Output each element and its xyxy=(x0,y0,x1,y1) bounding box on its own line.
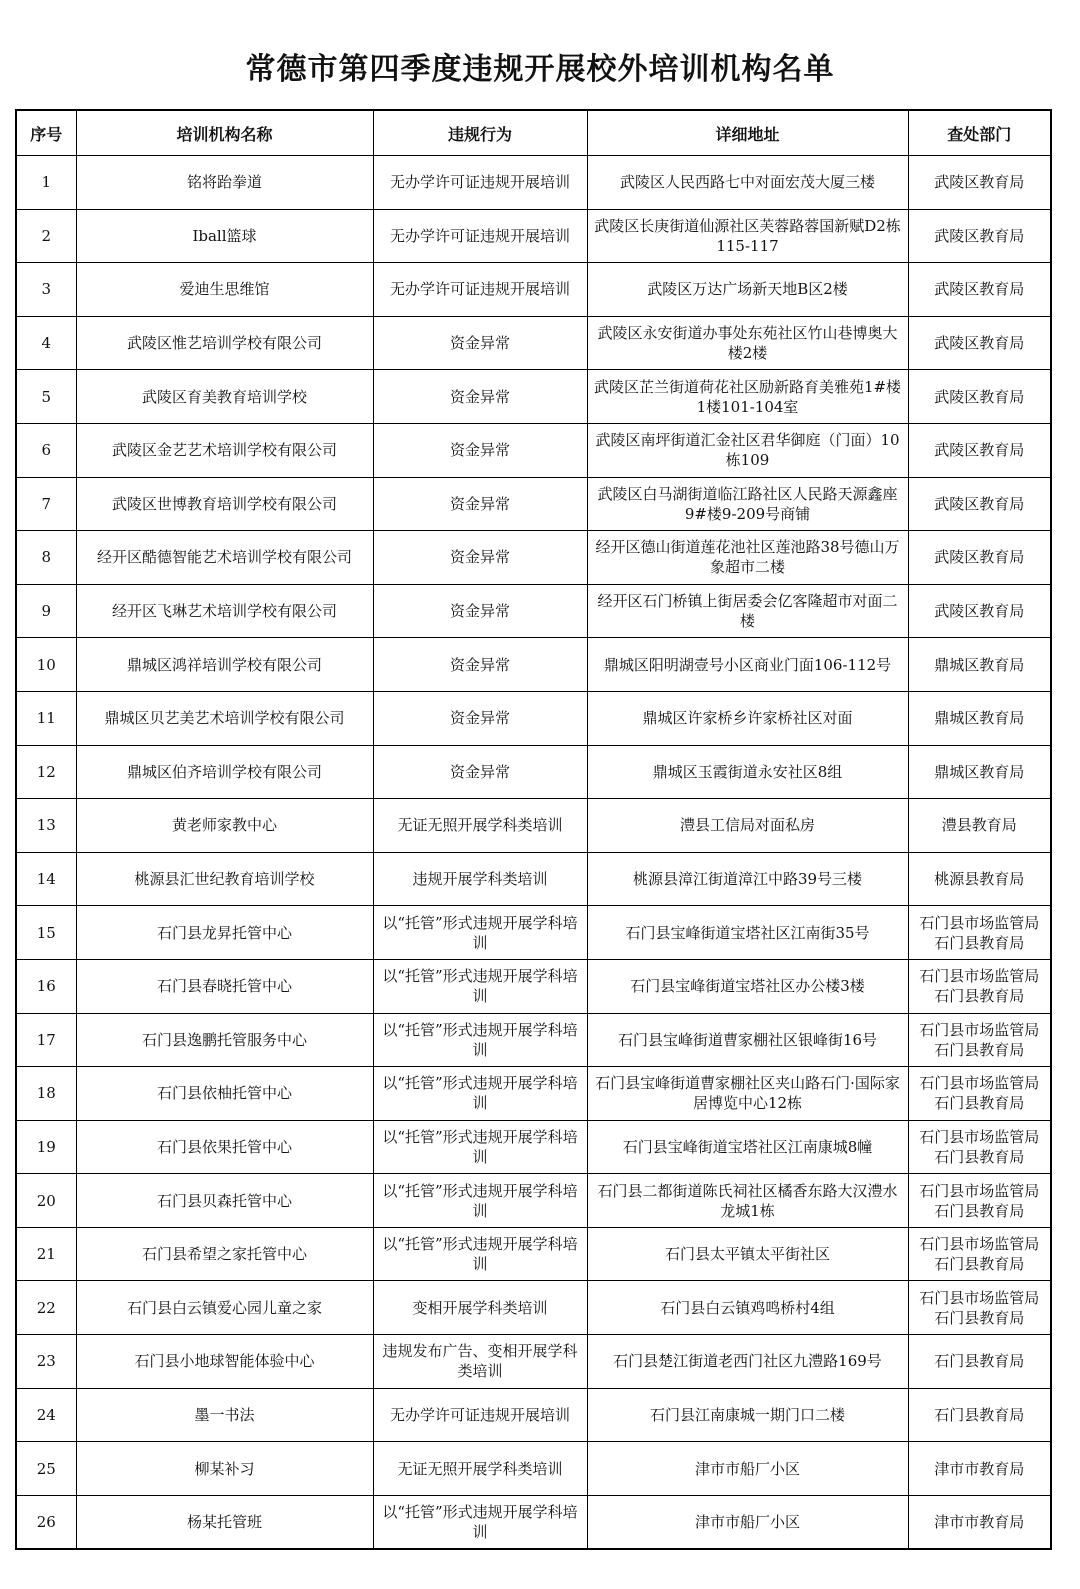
cell-violation: 资金异常 xyxy=(373,477,587,531)
cell-no: 9 xyxy=(16,584,76,638)
cell-violation: 以“托管”形式违规开展学科培训 xyxy=(373,906,587,960)
cell-dept xyxy=(908,745,1051,799)
cell-no: 21 xyxy=(16,1227,76,1281)
table-row xyxy=(16,1442,1051,1496)
cell-violation: 资金异常 xyxy=(373,745,587,799)
cell-violation: 以“托管”形式违规开展学科培训 xyxy=(373,1495,587,1549)
table-row xyxy=(16,584,1051,638)
cell-address: 石门县太平镇太平街社区 xyxy=(587,1227,908,1281)
cell-no: 4 xyxy=(16,316,76,370)
cell-name: 石门县贝森托管中心 xyxy=(76,1174,373,1228)
cell-no: 22 xyxy=(16,1281,76,1335)
table-row xyxy=(16,745,1051,799)
cell-name: 石门县逸鹏托管服务中心 xyxy=(76,1013,373,1067)
cell-address: 武陵区白马湖街道临江路社区人民路天源鑫座9#楼9-209号商铺 xyxy=(587,477,908,531)
table-row xyxy=(16,1495,1051,1549)
cell-name: 桃源县汇世纪教育培训学校 xyxy=(76,852,373,906)
cell-no: 25 xyxy=(16,1442,76,1496)
cell-dept xyxy=(908,1388,1051,1442)
cell-address: 石门县楚江街道老西门社区九澧路169号 xyxy=(587,1335,908,1389)
cell-no: 26 xyxy=(16,1495,76,1549)
dept-line: 武陵区教育局 xyxy=(934,548,1025,567)
cell-name: 石门县春晓托管中心 xyxy=(76,959,373,1013)
cell-address: 武陵区人民西路七中对面宏茂大厦三楼 xyxy=(587,156,908,210)
cell-dept xyxy=(908,316,1051,370)
dept-line: 石门县教育局 xyxy=(934,1405,1025,1424)
cell-no: 23 xyxy=(16,1335,76,1389)
cell-no: 12 xyxy=(16,745,76,799)
cell-violation: 以“托管”形式违规开展学科培训 xyxy=(373,1013,587,1067)
cell-no: 20 xyxy=(16,1174,76,1228)
header-dept: 查处部门 xyxy=(908,110,1051,156)
dept-line: 石门县市场监管局 xyxy=(919,967,1040,986)
dept-line: 石门县教育局 xyxy=(934,1308,1025,1327)
cell-violation: 以“托管”形式违规开展学科培训 xyxy=(373,1174,587,1228)
table-row xyxy=(16,959,1051,1013)
cell-name: 爱迪生思维馆 xyxy=(76,263,373,317)
cell-dept xyxy=(908,1495,1051,1549)
dept-line: 津市市教育局 xyxy=(934,1513,1025,1532)
cell-violation: 资金异常 xyxy=(373,584,587,638)
cell-dept xyxy=(908,1174,1051,1228)
cell-violation: 以“托管”形式违规开展学科培训 xyxy=(373,1227,587,1281)
cell-violation: 以“托管”形式违规开展学科培训 xyxy=(373,959,587,1013)
dept-line: 石门县教育局 xyxy=(934,1352,1025,1371)
cell-dept xyxy=(908,852,1051,906)
cell-dept xyxy=(908,370,1051,424)
cell-no: 13 xyxy=(16,799,76,853)
cell-address: 武陵区永安街道办事处东苑社区竹山巷博奥大楼2楼 xyxy=(587,316,908,370)
cell-address: 津市市船厂小区 xyxy=(587,1442,908,1496)
table-row xyxy=(16,370,1051,424)
cell-dept xyxy=(908,959,1051,1013)
dept-line: 石门县教育局 xyxy=(934,987,1025,1006)
table-row xyxy=(16,1227,1051,1281)
dept-line: 武陵区教育局 xyxy=(934,280,1025,299)
table-row xyxy=(16,691,1051,745)
cell-name: 石门县依果托管中心 xyxy=(76,1120,373,1174)
cell-dept xyxy=(908,1335,1051,1389)
cell-violation: 违规开展学科类培训 xyxy=(373,852,587,906)
institution-table xyxy=(15,109,1052,1550)
cell-address: 石门县宝峰街道宝塔社区江南康城8幢 xyxy=(587,1120,908,1174)
dept-line: 石门县市场监管局 xyxy=(919,1074,1040,1093)
cell-dept xyxy=(908,691,1051,745)
dept-line: 武陵区教育局 xyxy=(934,441,1025,460)
cell-violation: 资金异常 xyxy=(373,370,587,424)
cell-dept xyxy=(908,906,1051,960)
cell-no: 7 xyxy=(16,477,76,531)
cell-violation: 无证无照开展学科类培训 xyxy=(373,799,587,853)
cell-address: 经开区德山街道莲花池社区莲池路38号德山万象超市二楼 xyxy=(587,531,908,585)
table-row xyxy=(16,423,1051,477)
table-row xyxy=(16,477,1051,531)
cell-no: 3 xyxy=(16,263,76,317)
cell-address: 鼎城区许家桥乡许家桥社区对面 xyxy=(587,691,908,745)
cell-address: 石门县宝峰街道曹家棚社区银峰街16号 xyxy=(587,1013,908,1067)
cell-name: 鼎城区伯齐培训学校有限公司 xyxy=(76,745,373,799)
table-row xyxy=(16,1388,1051,1442)
table-row xyxy=(16,852,1051,906)
cell-no: 17 xyxy=(16,1013,76,1067)
cell-no: 14 xyxy=(16,852,76,906)
header-no: 序号 xyxy=(16,110,76,156)
dept-line: 鼎城区教育局 xyxy=(934,709,1025,728)
cell-dept xyxy=(908,477,1051,531)
cell-dept xyxy=(908,423,1051,477)
cell-violation: 无办学许可证违规开展培训 xyxy=(373,1388,587,1442)
cell-dept xyxy=(908,1067,1051,1121)
cell-address: 武陵区芷兰街道荷花社区励新路育美雅苑1#楼1楼101-104室 xyxy=(587,370,908,424)
cell-violation: 以“托管”形式违规开展学科培训 xyxy=(373,1120,587,1174)
cell-address: 鼎城区阳明湖壹号小区商业门面106-112号 xyxy=(587,638,908,692)
cell-no: 19 xyxy=(16,1120,76,1174)
cell-address: 武陵区万达广场新天地B区2楼 xyxy=(587,263,908,317)
cell-name: 石门县白云镇爱心园儿童之家 xyxy=(76,1281,373,1335)
cell-no: 18 xyxy=(16,1067,76,1121)
cell-violation: 资金异常 xyxy=(373,691,587,745)
cell-violation: 违规发布广告、变相开展学科类培训 xyxy=(373,1335,587,1389)
dept-line: 石门县市场监管局 xyxy=(919,913,1040,932)
table-row xyxy=(16,1120,1051,1174)
cell-dept xyxy=(908,1013,1051,1067)
table-row xyxy=(16,263,1051,317)
dept-line: 石门县市场监管局 xyxy=(919,1127,1040,1146)
table-row xyxy=(16,209,1051,263)
header-address: 详细地址 xyxy=(587,110,908,156)
dept-line: 石门县教育局 xyxy=(934,1255,1025,1274)
dept-line: 石门县教育局 xyxy=(934,1040,1025,1059)
table-row xyxy=(16,638,1051,692)
cell-no: 15 xyxy=(16,906,76,960)
cell-name: Iball篮球 xyxy=(76,209,373,263)
dept-line: 武陵区教育局 xyxy=(934,226,1025,245)
cell-address: 澧县工信局对面私房 xyxy=(587,799,908,853)
cell-dept xyxy=(908,638,1051,692)
cell-violation: 无证无照开展学科类培训 xyxy=(373,1442,587,1496)
cell-dept xyxy=(908,263,1051,317)
cell-no: 10 xyxy=(16,638,76,692)
cell-address: 石门县宝峰街道曹家棚社区夹山路石门·国际家居博览中心12栋 xyxy=(587,1067,908,1121)
cell-address: 武陵区南坪街道汇金社区君华御庭（门面）10栋109 xyxy=(587,423,908,477)
cell-name: 铭将跆拳道 xyxy=(76,156,373,210)
cell-dept xyxy=(908,584,1051,638)
cell-address: 石门县宝峰街道宝塔社区江南街35号 xyxy=(587,906,908,960)
cell-no: 6 xyxy=(16,423,76,477)
cell-violation: 资金异常 xyxy=(373,531,587,585)
cell-address: 石门县宝峰街道宝塔社区办公楼3楼 xyxy=(587,959,908,1013)
cell-address: 石门县白云镇鸡鸣桥村4组 xyxy=(587,1281,908,1335)
dept-line: 武陵区教育局 xyxy=(934,494,1025,513)
table-body xyxy=(16,156,1051,1550)
table-row xyxy=(16,531,1051,585)
cell-violation: 无办学许可证违规开展培训 xyxy=(373,156,587,210)
dept-line: 武陵区教育局 xyxy=(934,602,1025,621)
table-row xyxy=(16,1335,1051,1389)
cell-address: 石门县江南康城一期门口二楼 xyxy=(587,1388,908,1442)
cell-name: 武陵区育美教育培训学校 xyxy=(76,370,373,424)
dept-line: 津市市教育局 xyxy=(934,1459,1025,1478)
dept-line: 石门县教育局 xyxy=(934,1094,1025,1113)
cell-violation: 变相开展学科类培训 xyxy=(373,1281,587,1335)
dept-line: 武陵区教育局 xyxy=(934,387,1025,406)
cell-dept xyxy=(908,799,1051,853)
cell-name: 石门县依柚托管中心 xyxy=(76,1067,373,1121)
cell-address: 经开区石门桥镇上街居委会亿客隆超市对面二楼 xyxy=(587,584,908,638)
cell-name: 经开区酷德智能艺术培训学校有限公司 xyxy=(76,531,373,585)
dept-line: 澧县教育局 xyxy=(941,816,1017,835)
cell-violation: 无办学许可证违规开展培训 xyxy=(373,209,587,263)
cell-address: 津市市船厂小区 xyxy=(587,1495,908,1549)
table-row xyxy=(16,316,1051,370)
table-header-row xyxy=(16,110,1051,156)
cell-no: 5 xyxy=(16,370,76,424)
dept-line: 武陵区教育局 xyxy=(934,173,1025,192)
cell-address: 石门县二都街道陈氏祠社区橘香东路大汉澧水龙城1栋 xyxy=(587,1174,908,1228)
cell-no: 24 xyxy=(16,1388,76,1442)
cell-name: 石门县希望之家托管中心 xyxy=(76,1227,373,1281)
cell-dept xyxy=(908,156,1051,210)
cell-violation: 资金异常 xyxy=(373,423,587,477)
dept-line: 石门县市场监管局 xyxy=(919,1020,1040,1039)
dept-line: 石门县教育局 xyxy=(934,1147,1025,1166)
cell-name: 经开区飞琳艺术培训学校有限公司 xyxy=(76,584,373,638)
cell-name: 鼎城区贝艺美艺术培训学校有限公司 xyxy=(76,691,373,745)
page-title: 常德市第四季度违规开展校外培训机构名单 xyxy=(245,52,835,88)
cell-address: 桃源县漳江街道漳江中路39号三楼 xyxy=(587,852,908,906)
cell-dept xyxy=(908,531,1051,585)
table-row xyxy=(16,1174,1051,1228)
dept-line: 武陵区教育局 xyxy=(934,334,1025,353)
table-row xyxy=(16,156,1051,210)
table-row xyxy=(16,799,1051,853)
cell-dept xyxy=(908,1120,1051,1174)
table-row xyxy=(16,1067,1051,1121)
cell-address: 武陵区长庚街道仙源社区芙蓉路蓉国新赋D2栋115-117 xyxy=(587,209,908,263)
cell-name: 石门县小地球智能体验中心 xyxy=(76,1335,373,1389)
cell-violation: 资金异常 xyxy=(373,316,587,370)
cell-address: 鼎城区玉霞街道永安社区8组 xyxy=(587,745,908,799)
dept-line: 石门县市场监管局 xyxy=(919,1288,1040,1307)
cell-name: 武陵区金艺艺术培训学校有限公司 xyxy=(76,423,373,477)
cell-violation: 资金异常 xyxy=(373,638,587,692)
cell-no: 2 xyxy=(16,209,76,263)
header-violation: 违规行为 xyxy=(373,110,587,156)
dept-line: 石门县教育局 xyxy=(934,933,1025,952)
header-name: 培训机构名称 xyxy=(76,110,373,156)
cell-no: 11 xyxy=(16,691,76,745)
cell-name: 武陵区惟艺培训学校有限公司 xyxy=(76,316,373,370)
cell-violation: 无办学许可证违规开展培训 xyxy=(373,263,587,317)
cell-no: 16 xyxy=(16,959,76,1013)
cell-name: 柳某补习 xyxy=(76,1442,373,1496)
table-row xyxy=(16,1013,1051,1067)
cell-no: 8 xyxy=(16,531,76,585)
cell-dept xyxy=(908,209,1051,263)
table-row xyxy=(16,906,1051,960)
cell-name: 墨一书法 xyxy=(76,1388,373,1442)
cell-name: 黄老师家教中心 xyxy=(76,799,373,853)
cell-no: 1 xyxy=(16,156,76,210)
dept-line: 鼎城区教育局 xyxy=(934,762,1025,781)
cell-name: 石门县龙昇托管中心 xyxy=(76,906,373,960)
table-row xyxy=(16,1281,1051,1335)
dept-line: 鼎城区教育局 xyxy=(934,655,1025,674)
cell-name: 杨某托管班 xyxy=(76,1495,373,1549)
dept-line: 石门县市场监管局 xyxy=(919,1235,1040,1254)
dept-line: 桃源县教育局 xyxy=(934,870,1025,889)
cell-name: 鼎城区鸿祥培训学校有限公司 xyxy=(76,638,373,692)
cell-dept xyxy=(908,1442,1051,1496)
cell-dept xyxy=(908,1227,1051,1281)
cell-violation: 以“托管”形式违规开展学科培训 xyxy=(373,1067,587,1121)
cell-name: 武陵区世博教育培训学校有限公司 xyxy=(76,477,373,531)
cell-dept xyxy=(908,1281,1051,1335)
dept-line: 石门县教育局 xyxy=(934,1201,1025,1220)
dept-line: 石门县市场监管局 xyxy=(919,1181,1040,1200)
